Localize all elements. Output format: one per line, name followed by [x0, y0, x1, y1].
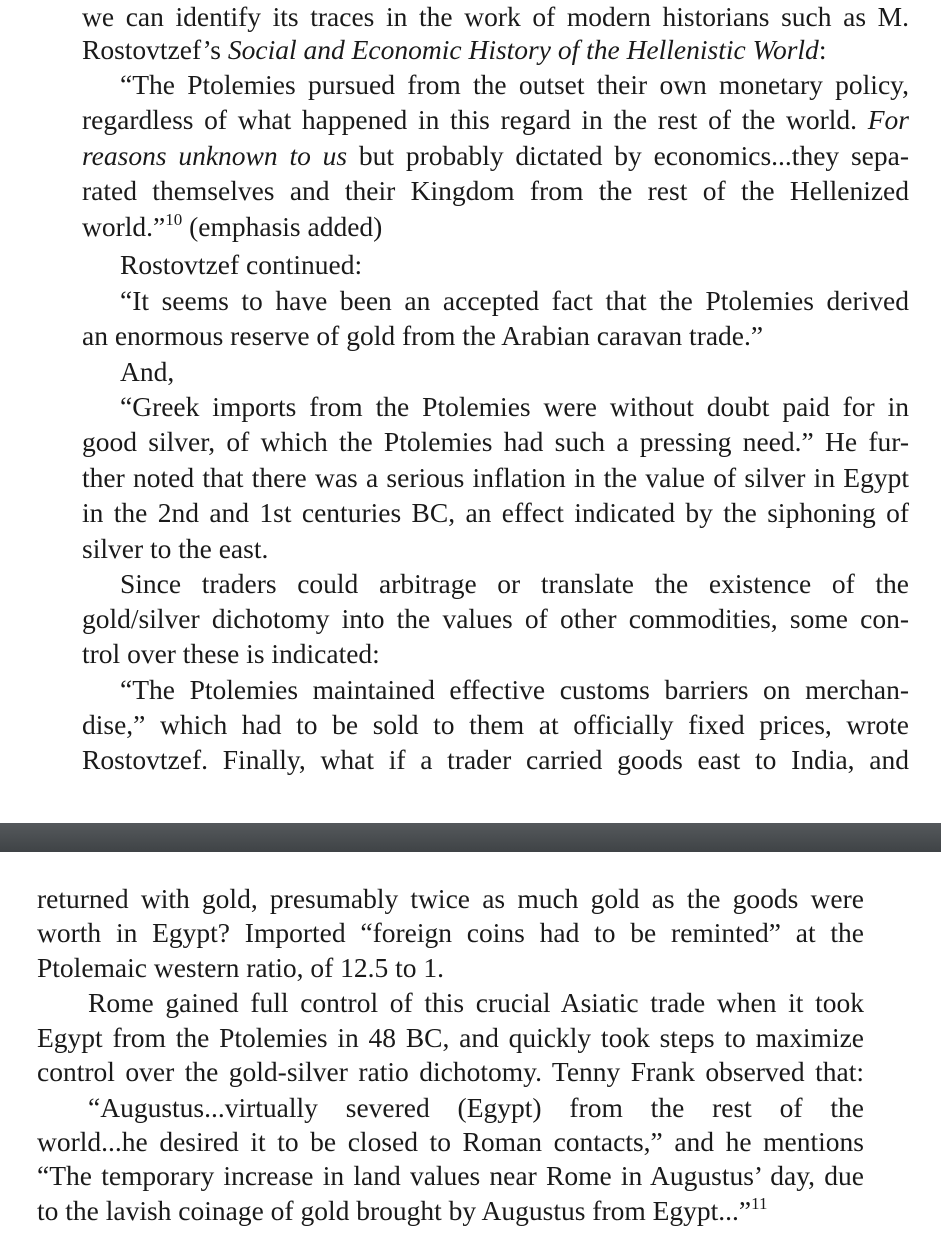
text-span: an enormous reserve of gold from the Arabian caravan trade.” — [82, 320, 764, 351]
text-span: gold/silver dichotomy into the values of other commodities, some con- — [82, 603, 909, 634]
text-span: but probably dictated by economics...they sepa- — [347, 140, 909, 171]
text-span: world.” — [82, 211, 166, 242]
text-span: dise,” which had to be sold to them at officially fixed prices, wrote — [82, 709, 909, 740]
text-span: returned with gold, presumably twice as much gold as the goods were — [37, 883, 864, 914]
text-span: (emphasis added) — [182, 211, 383, 242]
text-line — [37, 1125, 864, 1159]
text-span: “Augustus...virtually severed (Egypt) from the rest of the — [88, 1092, 864, 1123]
text-line — [120, 673, 909, 707]
text-line — [120, 567, 909, 601]
text-line — [82, 210, 382, 244]
text-line — [82, 461, 909, 495]
text-span: worth in Egypt? Imported “foreign coins had to be reminted” at the — [37, 917, 864, 948]
text-span: Rostovtzef continued: — [120, 249, 363, 280]
text-span: to the lavish coinage of gold brought by Augustus from Egypt...” — [37, 1195, 752, 1226]
text-line — [120, 390, 909, 424]
text-line — [37, 951, 444, 985]
book-page-bottom — [0, 852, 941, 1238]
text-line — [82, 637, 380, 671]
text-line — [120, 284, 909, 318]
text-line — [120, 68, 909, 102]
text-line — [82, 174, 909, 208]
text-line — [37, 1194, 768, 1228]
italic-text: reasons unknown to us — [82, 140, 348, 171]
text-span: ther noted that there was a serious inflation in the value of silver in Egypt — [82, 462, 909, 493]
text-span: world...he desired it to be closed to Roman contacts,” and he mentions — [37, 1126, 864, 1157]
text-line — [82, 33, 826, 67]
text-span: : — [818, 34, 827, 65]
text-line — [37, 1021, 864, 1055]
text-line — [37, 882, 864, 916]
text-line — [82, 103, 909, 137]
text-line — [82, 0, 909, 34]
text-span: control over the gold-silver ratio dichotomy. Tenny Frank observed that: — [37, 1056, 864, 1087]
text-line — [82, 425, 909, 459]
text-line — [82, 319, 763, 353]
text-span: Ptolemaic western ratio, of 12.5 to 1. — [37, 952, 445, 983]
text-line — [82, 708, 909, 742]
text-span: And, — [120, 356, 175, 387]
separator-bar — [0, 823, 941, 852]
text-line — [120, 355, 174, 389]
italic-text: For — [867, 104, 909, 135]
italic-text: Social and Economic History of the Hellenistic World — [227, 34, 819, 65]
footnote-marker: 11 — [751, 1194, 768, 1213]
text-span: we can identify its traces in the work of modern historians such as M. — [82, 1, 909, 32]
text-span: “The Ptolemies maintained effective customs barriers on merchan- — [120, 674, 909, 705]
text-span: regardless of what happened in this regard in the rest of the world. — [82, 104, 868, 135]
text-span: Rostovtzef. Finally, what if a trader carried goods east to India, and — [82, 744, 909, 775]
text-line — [82, 496, 909, 530]
text-line — [88, 986, 864, 1020]
text-span: “The temporary increase in land values near Rome in Augustus’ day, due — [37, 1160, 864, 1191]
text-span: silver to the east. — [82, 533, 269, 564]
text-span: Egypt from the Ptolemies in 48 BC, and quickly took steps to maximize — [37, 1022, 864, 1053]
text-span: “It seems to have been an accepted fact that the Ptolemies derived — [120, 285, 909, 316]
footnote-marker: 10 — [165, 210, 183, 229]
text-span: “Greek imports from the Ptolemies were without doubt paid for in — [120, 391, 909, 422]
page-separator — [0, 790, 941, 852]
text-line — [37, 916, 864, 950]
text-span: in the 2nd and 1st centuries BC, an effect indicated by the siphoning of — [82, 497, 909, 528]
text-span: Rome gained full control of this crucial Asiatic trade when it took — [88, 987, 864, 1018]
text-line — [37, 1159, 864, 1193]
text-line — [82, 532, 268, 566]
text-line — [37, 1055, 864, 1089]
text-span: “The Ptolemies pursued from the outset their own monetary policy, — [120, 69, 909, 100]
text-span: Rostovtzef’s — [82, 34, 228, 65]
text-line — [82, 743, 909, 777]
text-line — [120, 248, 362, 282]
text-line — [82, 602, 909, 636]
text-span: Since traders could arbitrage or translate the existence of the — [120, 568, 909, 599]
text-line — [82, 139, 909, 173]
text-line — [88, 1091, 864, 1125]
text-span: good silver, of which the Ptolemies had such a pressing need.” He fur- — [82, 426, 909, 457]
text-span: trol over these is indicated: — [82, 638, 380, 669]
text-span: rated themselves and their Kingdom from the rest of the Hellenized — [82, 175, 909, 206]
